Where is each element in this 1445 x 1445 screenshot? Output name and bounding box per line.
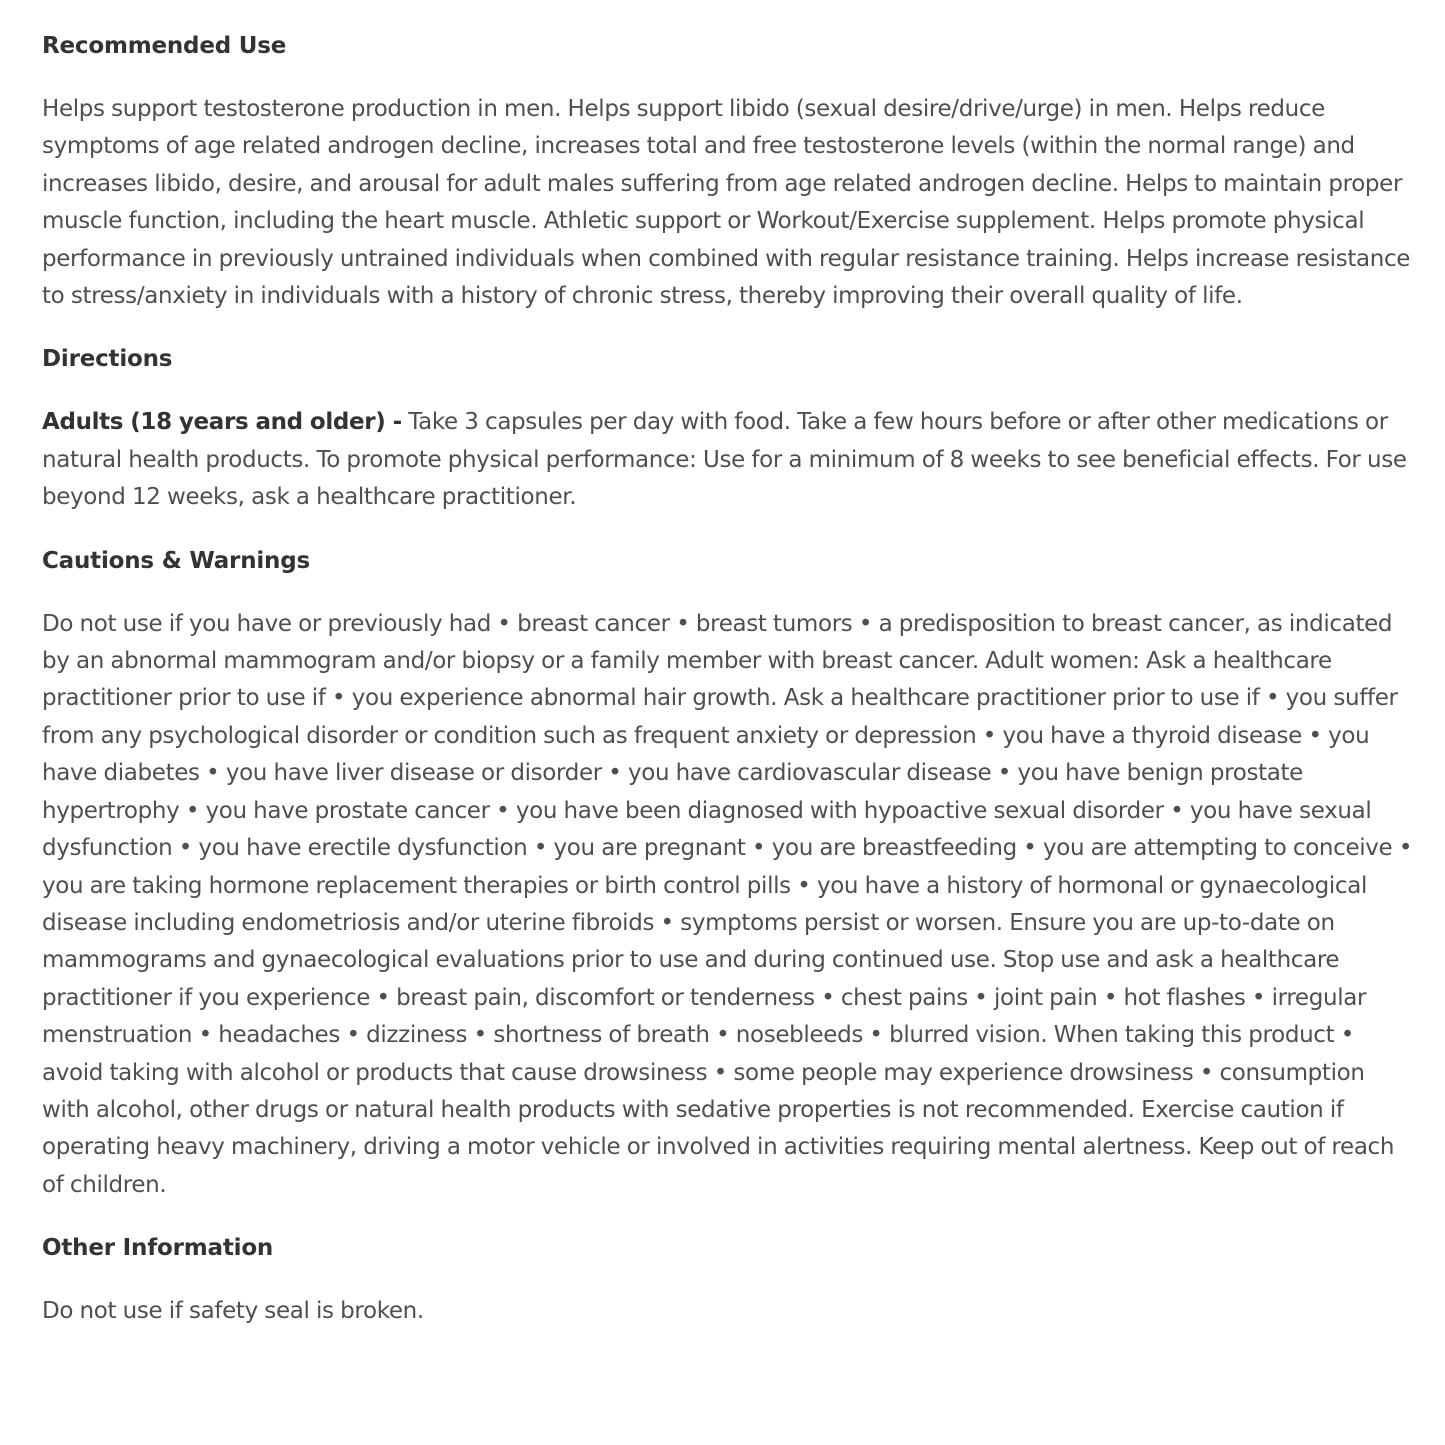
recommended-use-heading: Recommended Use bbox=[42, 33, 287, 59]
directions-heading: Directions bbox=[42, 346, 173, 373]
directions-text bbox=[42, 404, 1417, 516]
cautions-warnings-text: Do not use if you have or previously had • breast cancer • breast tumors • a predisposition to breast cancer, as indicated by an abnormal mammogram and/or biopsy or a family member with breast cancer. Adult women: Ask a healthcare practitioner prior to use if • you experience abnormal hair growth. Ask a healthcare practitioner prior to use if • you suffer from any psychological disorder or condition such as frequent anxiety or depression • you have a thyroid disease • you have diabetes • you have liver disease or disorder • you have cardiovascular disease • you have benign prostate hypertrophy • you have prostate cancer • you have been diagnosed with hypoactive sexual disorder • you have sexual dysfunction • you have erectile dysfunction • you are pregnant • you are breastfeeding • you are attempting to conceive • you are taking hormone replacement therapies or birth control pills • you have a history of hormonal or gynaecological disease including endometriosis and/or uterine fibroids • symptoms persist or worsen. Ensure you are up-to-date on mammograms and gynaecological evaluations prior to use and during continued use. Stop use and ask a healthcare practitioner if you experience • breast pain, discomfort or tenderness • chest pains • joint pain • hot flashes • irregular menstruation • headaches • dizziness • shortness of breath • nosebleeds • blurred vision. When taking this product • avoid taking with alcohol or products that cause drowsiness • some people may experience drowsiness • consumption with alcohol, other drugs or natural health products with sedative properties is not recommended. Exercise caution if operating heavy machinery, driving a motor vehicle or involved in activities requiring mental alertness. Keep out of reach of children. bbox=[42, 610, 1413, 1198]
recommended-use-text: Helps support testosterone production in men. Helps support libido (sexual desire/drive/urge) in men. Helps reduce symptoms of age related androgen decline, increases total and free testosterone levels (within the normal range) and increases libido, desire, and arousal for adult males suffering from age related androgen decline. Helps to maintain proper muscle function, including the heart muscle. Athletic support or Workout/Exercise supplement. Helps promote physical performance in previously untrained individuals when combined with regular resistance training. Helps increase resistance to stress/anxiety in individuals with a history of chronic stress, thereby improving their overall quality of life. bbox=[42, 96, 1411, 310]
other-information-text: Do not use if safety seal is broken. bbox=[42, 1298, 424, 1325]
directions-audience-label: Adults (18 years and older) - bbox=[42, 409, 402, 436]
other-information-heading: Other Information bbox=[42, 1235, 274, 1262]
directions-instructions: Take 3 capsules per day with food. Take a few hours before or after other medications or natural health products. To promote physical performance: Use for a minimum of 8 weeks to see beneficial effects. For use beyond 12 weeks, ask a healthcare practitioner. bbox=[42, 409, 1407, 511]
product-info-document bbox=[42, 28, 1417, 1331]
cautions-warnings-heading: Cautions & Warnings bbox=[42, 547, 310, 574]
